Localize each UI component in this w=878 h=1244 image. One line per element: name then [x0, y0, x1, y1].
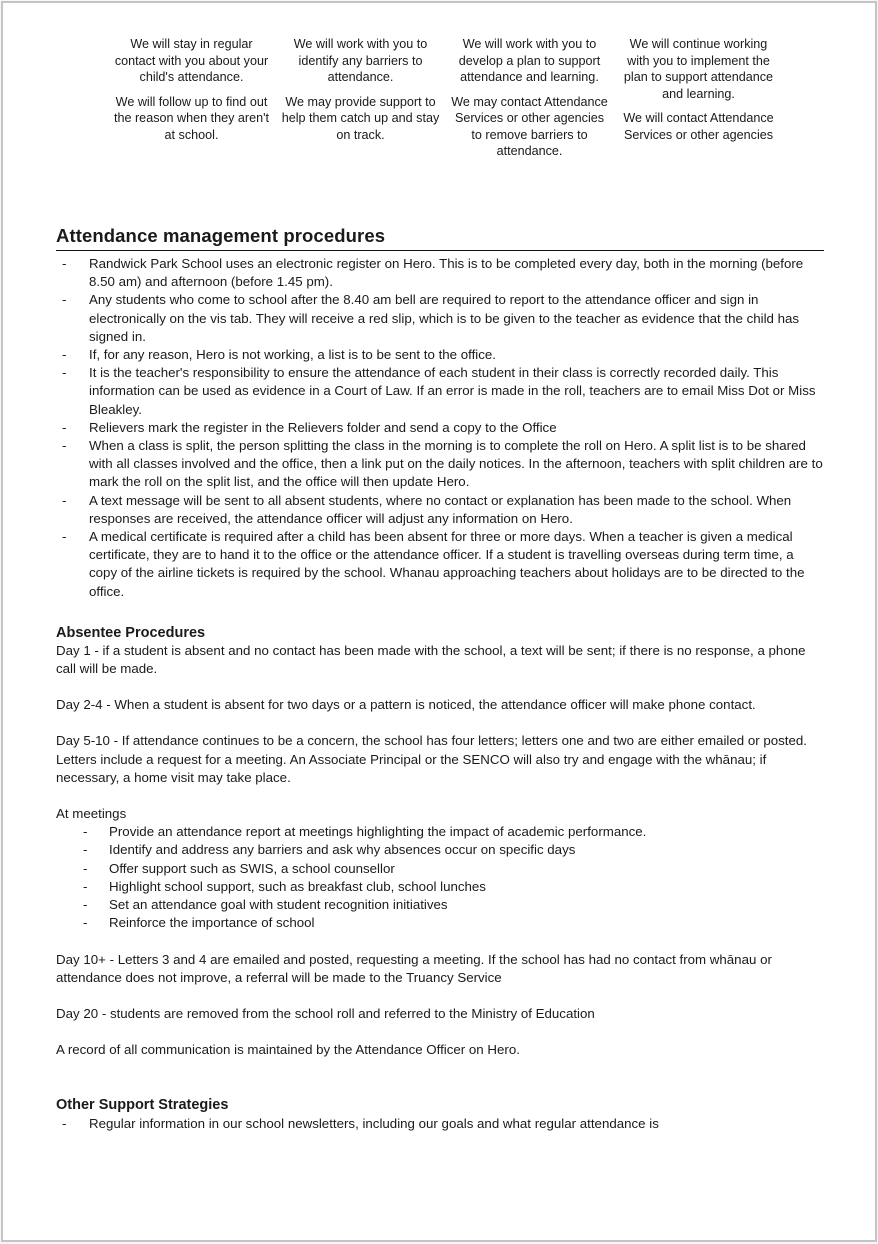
support-text: We will stay in regular contact with you about your child's attendance.	[114, 37, 269, 84]
dash-bullet: -	[62, 256, 67, 271]
list-item	[56, 255, 824, 291]
main-content	[56, 225, 824, 1134]
support-text: We will work with you to identify any barriers to attendance.	[293, 37, 428, 84]
list-item	[56, 841, 824, 859]
support-text: We may contact Attendance Services or other agencies to remove barriers to attendance.	[451, 94, 608, 158]
list-item	[56, 878, 824, 896]
record-text: A record of all communication is maintained by the Attendance Officer on Hero.	[56, 1042, 520, 1058]
support-column	[107, 36, 276, 168]
list-item-text: If, for any reason, Hero is not working, a list is to be sent to the office.	[89, 347, 496, 363]
list-item-text: Any students who come to school after the 8.40 am bell are required to report to the attendance officer and sign in electronically on the vis tab. They will receive a red slip, which is to be given to the teacher as evidence that the child has signed in.	[89, 292, 800, 344]
dash-bullet: -	[62, 365, 67, 381]
list-item-text: Randwick Park School uses an electronic register on Hero. This is to be completed every day, both in the morning (before 8.50 am) and afternoon (before 1.45 pm).	[89, 256, 804, 290]
list-item	[56, 896, 824, 914]
list-item	[56, 291, 824, 346]
list-item-text: Set an attendance goal with student recognition initiatives	[109, 897, 448, 913]
management-list	[56, 255, 824, 601]
list-item	[56, 528, 824, 601]
list-item-text: Identify and address any barriers and ask why absences occur on specific days	[109, 842, 576, 858]
dash-bullet: -	[62, 492, 67, 508]
support-column	[614, 36, 783, 168]
list-item-text: Highlight school support, such as breakfast club, school lunches	[109, 878, 486, 894]
support-columns	[107, 36, 783, 168]
support-text: We will continue working with you to implement the plan to support attendance and learning.	[623, 37, 774, 101]
list-item	[56, 492, 824, 528]
list-item	[56, 437, 824, 492]
support-text: We may provide support to help them catch up and stay on track.	[281, 94, 440, 142]
dash-bullet: -	[83, 878, 88, 894]
meetings-list	[56, 823, 824, 932]
day-5-10-text: Day 5-10 - If attendance continues to be a concern, the school has four letters; letters one and two are either emailed or posted. Letters include a request for a meeting. An Associate Principal or the SENCO will also try and engage with the whānau; if necessary, a home visit may take place.	[56, 733, 807, 785]
list-item-text: When a class is split, the person splitting the class in the morning is to complete the roll on Hero. A split list is to be shared with all classes involved and the office, then a link put on the daily notices. In the afternoon, teachers with split children are to mark the roll on the split list, and the office will then update Hero.	[89, 438, 823, 490]
section-heading-other-support: Other Support Strategies	[56, 1097, 229, 1114]
section-heading-management: Attendance management procedures	[56, 225, 824, 251]
list-item-text: Regular information in our school newsletters, including our goals and what regular attendance is	[89, 1116, 659, 1132]
list-item	[56, 419, 824, 437]
day-2-4-text: Day 2-4 - When a student is absent for two days or a pattern is noticed, the attendance officer will make phone contact.	[56, 697, 756, 713]
day-1-text: Day 1 - if a student is absent and no contact has been made with the school, a text will be sent; if there is no response, a phone call will be made.	[56, 642, 806, 677]
list-item	[56, 914, 824, 932]
list-item	[56, 1115, 824, 1133]
dash-bullet: -	[83, 915, 88, 931]
list-item-text: Provide an attendance report at meetings highlighting the impact of academic performance.	[109, 824, 647, 840]
list-item-text: A medical certificate is required after a child has been absent for three or more days. When a teacher is given a medical certificate, they are to hand it to the office or the attendance officer. If a student is travelling overseas during term time, a copy of the airline tickets is required by the school. Whanau approaching teachers about holidays are to be directed to the office.	[89, 529, 805, 599]
list-item-text: Relievers mark the register in the Relievers folder and send a copy to the Office	[89, 419, 557, 435]
day-20-text: Day 20 - students are removed from the school roll and referred to the Ministry of Education	[56, 1005, 595, 1021]
list-item	[56, 346, 824, 364]
support-column	[445, 36, 614, 168]
day-10-plus-text: Day 10+ - Letters 3 and 4 are emailed and posted, requesting a meeting. If the school has had no contact from whānau or attendance does not improve, a referral will be made to the Truancy Service	[56, 951, 772, 985]
meetings-label: At meetings	[56, 806, 127, 822]
list-item-text: Offer support such as SWIS, a school counsellor	[109, 860, 395, 876]
list-item	[56, 823, 824, 841]
section-heading-absentee: Absentee Procedures	[56, 624, 206, 641]
support-text: We will work with you to develop a plan to support attendance and learning.	[458, 37, 601, 84]
dash-bullet: -	[62, 292, 67, 308]
dash-bullet: -	[62, 419, 67, 435]
dash-bullet: -	[62, 347, 67, 363]
dash-bullet: -	[83, 897, 88, 913]
dash-bullet: -	[83, 842, 88, 858]
dash-bullet: -	[62, 438, 67, 454]
document-page	[1, 1, 877, 1242]
support-column	[276, 36, 445, 168]
dash-bullet: -	[83, 824, 88, 840]
dash-bullet: -	[62, 529, 67, 545]
list-item	[56, 860, 824, 878]
list-item-text: A text message will be sent to all absent students, where no contact or explanation has been made to the school. When responses are received, the attendance officer will adjust any information on Hero.	[89, 492, 792, 526]
support-text: We will follow up to find out the reason when they aren't at school.	[113, 94, 270, 142]
list-item-text: It is the teacher's responsibility to ensure the attendance of each student in their class is correctly recorded daily. This information can be used as evidence in a Court of Law. If an error is made in the roll, teachers are to email Miss Dot or Miss Bleakley.	[89, 365, 816, 417]
other-support-list	[56, 1115, 824, 1133]
support-text: We will contact Attendance Services or other agencies	[623, 111, 774, 142]
list-item-text: Reinforce the importance of school	[109, 915, 315, 931]
dash-bullet: -	[83, 860, 88, 876]
list-item	[56, 364, 824, 419]
dash-bullet: -	[62, 1116, 67, 1132]
